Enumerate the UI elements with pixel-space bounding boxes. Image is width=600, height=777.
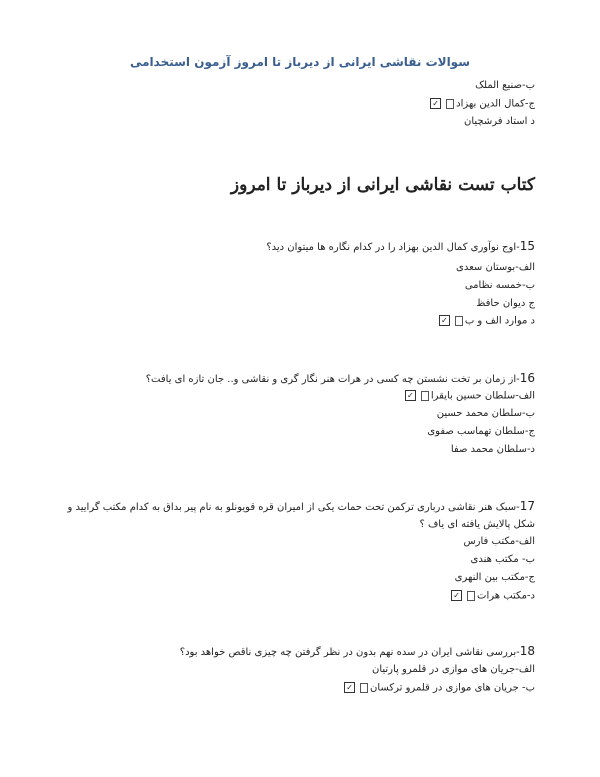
q15-option-c: ج دیوان حافظ xyxy=(476,298,535,309)
q17-option-b: ب- مکتب هندی xyxy=(470,554,535,565)
answer-box-icon xyxy=(467,591,475,601)
question-text: -از زمان بر تخت نشستن چه کسی در هرات هنر نگار گری و نقاشی و.. جان تازه ای یافت؟ xyxy=(145,374,520,385)
question-15 xyxy=(55,238,535,256)
q15-option-b: ب-خمسه نظامی xyxy=(464,280,535,291)
question-number: 17 xyxy=(519,499,535,513)
q17-option-c: ج-مکتب بین النهری xyxy=(454,572,535,583)
q15-option-d xyxy=(436,315,535,327)
question-number: 15 xyxy=(519,239,535,253)
checkmark-icon: ✓ xyxy=(451,590,462,601)
answer-box-icon xyxy=(360,683,368,693)
question-16 xyxy=(55,370,535,388)
option-label: د-مکتب هرات xyxy=(477,590,535,602)
question-number: 16 xyxy=(519,371,535,385)
answer-box-icon xyxy=(446,99,454,109)
question-number: 18 xyxy=(519,644,535,658)
page-header: سوالات نقاشی ایرانی از دیرباز تا امروز آزمون استخدامی xyxy=(129,55,471,69)
q16-option-d: د-سلطان محمد صفا xyxy=(450,444,535,455)
checkmark-icon: ✓ xyxy=(430,98,441,109)
q18-option-a: الف-جریان های موازی در قلمرو پارتیان xyxy=(371,664,535,675)
option-label: ب- جریان های موازی در قلمرو ترکسان xyxy=(370,682,535,694)
question-text: -سبک هنر نقاشی درباری ترکمن تحت حمات یکی از امیران قره قویونلو به نام پیر بداق به کدام مکتب گرایید و شکل پالایش یافته ای یاف ؟ xyxy=(67,502,535,530)
checkmark-icon: ✓ xyxy=(439,315,450,326)
option-top-d: د استاد فرشچیان xyxy=(463,116,535,127)
book-title: کتاب تست نقاشی ایرانی از دیرباز تا امروز xyxy=(230,175,535,195)
option-label: الف-سلطان حسین بایقرا xyxy=(430,390,535,402)
q16-option-b: ب-سلطان محمد حسین xyxy=(436,408,535,419)
q17-option-a: الف-مکتب فارس xyxy=(463,536,535,547)
answer-box-icon xyxy=(421,391,429,401)
q16-option-a xyxy=(402,390,535,402)
q16-option-c: ج-سلطان تهماسب صفوی xyxy=(427,426,535,437)
option-top-c xyxy=(427,98,535,110)
q15-option-a: الف-بوستان سعدی xyxy=(456,262,535,273)
option-top-b: ب-صنیع الملک xyxy=(475,80,535,91)
checkmark-icon: ✓ xyxy=(344,682,355,693)
checkmark-icon: ✓ xyxy=(405,390,416,401)
question-17 xyxy=(55,498,535,533)
answer-box-icon xyxy=(455,316,463,326)
q17-option-d xyxy=(448,590,535,602)
question-18 xyxy=(55,643,535,661)
question-text: -بررسی نقاشی ایران در سده نهم بدون در نظر گرفتن چه چیزی ناقص خواهد بود؟ xyxy=(179,647,520,658)
q18-option-b xyxy=(341,682,535,694)
option-label: د موارد الف و ب xyxy=(464,315,535,327)
question-text: -اوج نوآوری کمال الدین بهزاد را در کدام نگاره ها میتوان دید؟ xyxy=(266,242,520,253)
option-label: ج-کمال الدین بهزاد xyxy=(456,98,535,110)
